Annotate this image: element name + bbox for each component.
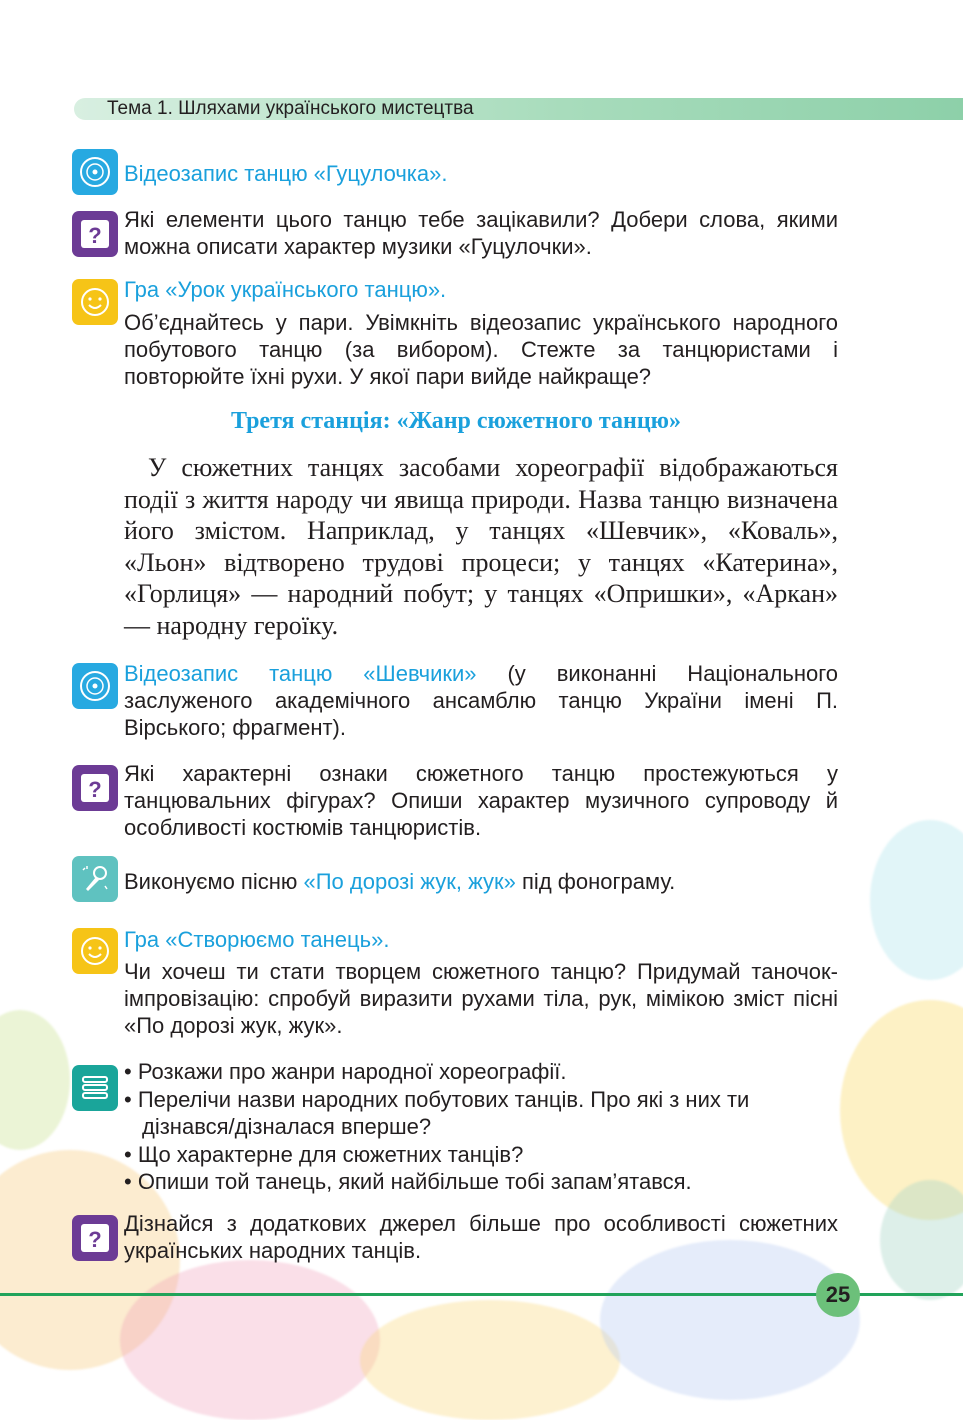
video-title-hutsulochka: Відеозапис танцю «Гуцулочка». bbox=[124, 161, 448, 186]
topic-header: Тема 1. Шляхами українського мистецтва bbox=[107, 98, 474, 119]
question-icon bbox=[72, 765, 118, 811]
video-description: (у виконанні Національного заслуженого академічного ансамблю танцю України імені П. Вірського; фрагмент). bbox=[124, 661, 838, 740]
books-icon bbox=[72, 1065, 118, 1111]
question-icon bbox=[72, 1215, 118, 1261]
video-block-shevchyky bbox=[124, 660, 838, 741]
review-list bbox=[124, 1058, 844, 1196]
question-text-3: Дізнайся з додаткових джерел більше про особливості сюжетних українських народних танців. bbox=[124, 1211, 838, 1263]
station-title: Третя станція: «Жанр сюжетного танцю» bbox=[230, 408, 682, 434]
page-number: 25 bbox=[816, 1273, 860, 1317]
svg-text:?: ? bbox=[88, 223, 102, 248]
video-icon bbox=[72, 663, 118, 709]
station-paragraph: У сюжетних танцях засобами хореографії відображаються події з життя народу чи явища природи. Назва танцю визначена його змістом. Наприклад, у танцях «Шевчик», «Коваль», «Льон» відтворено трудові процеси; у танцях «Катерина», «Горлиця» — народний побут; у танцях «Опришки», «Аркан» — народну героїку. bbox=[124, 453, 838, 640]
game-title-1: Гра «Урок українського танцю». bbox=[124, 277, 447, 302]
game-text-2: Чи хочеш ти стати творцем сюжетного танцю? Придумай таночок-імпровізацію: спробуй виразити рухами тіла, рук, мімікою зміст пісні «По дорозі жук, жук». bbox=[124, 959, 838, 1038]
list-item: • Перелічи назви народних побутових танців. Про які з них ти дізнався/дізналася вперше? bbox=[124, 1086, 750, 1139]
sing-line bbox=[124, 868, 838, 895]
list-item: • Опиши той танець, який найбільше тобі запам’ятався. bbox=[124, 1169, 692, 1194]
video-title-shevchyky: Відеозапис танцю «Шевчики» bbox=[124, 661, 477, 686]
video-icon bbox=[72, 149, 118, 195]
smile-icon bbox=[72, 928, 118, 974]
song-title: «По дорозі жук, жук» bbox=[303, 869, 516, 894]
svg-text:?: ? bbox=[88, 1227, 102, 1252]
sing-prefix: Виконуємо пісню bbox=[124, 869, 304, 894]
question-text-1: Які елементи цього танцю тебе зацікавили? Добери слова, якими можна описати характер музики «Гуцулочки». bbox=[124, 207, 838, 259]
svg-text:?: ? bbox=[88, 777, 102, 802]
question-icon bbox=[72, 211, 118, 257]
game-title-2: Гра «Створюємо танець». bbox=[124, 927, 390, 952]
microphone-icon bbox=[72, 856, 118, 902]
game-text-1: Об’єднайтесь у пари. Увімкніть відеозапис українського народного побутового танцю (за вибором). Стежте за танцюристами і повторюйте їхні рухи. У якої пари вийде найкраще? bbox=[124, 310, 838, 389]
sing-suffix: під фонограму. bbox=[515, 869, 676, 894]
smile-icon bbox=[72, 279, 118, 325]
list-item: • Що характерне для сюжетних танців? bbox=[124, 1141, 524, 1167]
list-item: • Розкажи про жанри народної хореографії. bbox=[124, 1059, 567, 1084]
question-text-2: Які характерні ознаки сюжетного танцю простежуються у танцювальних фігурах? Опиши характер музичного супроводу й особливості костюмів танцюристів. bbox=[124, 761, 838, 840]
